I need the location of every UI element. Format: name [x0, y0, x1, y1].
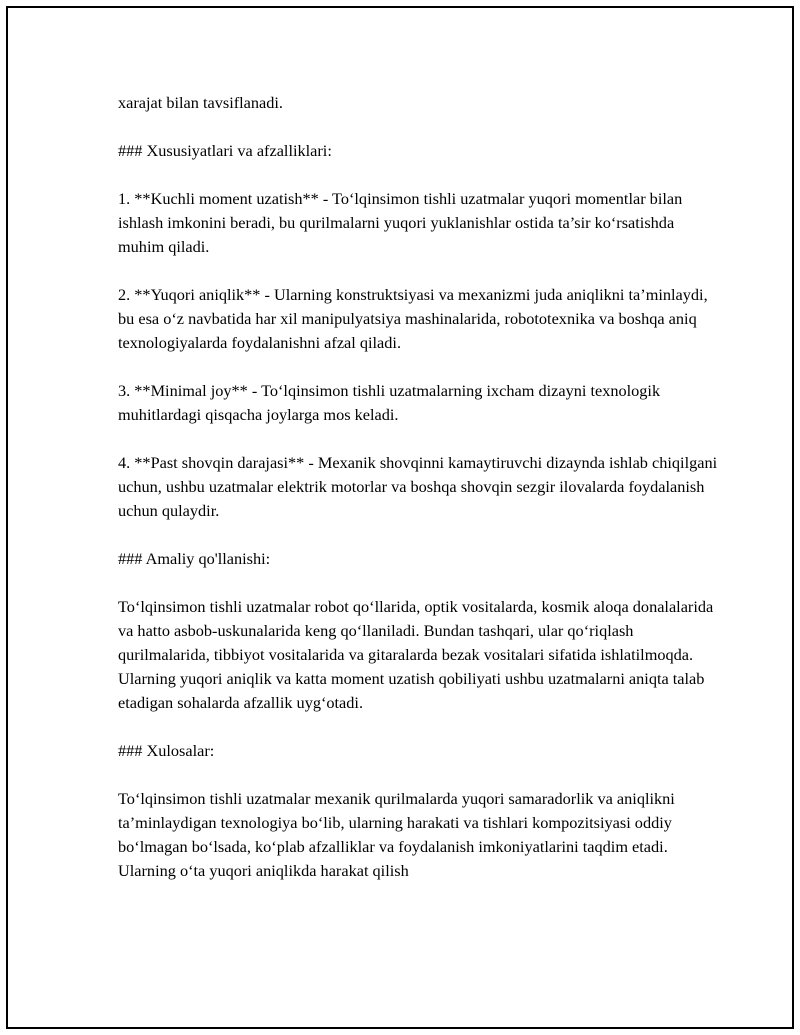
heading-features: ### Xususiyatlari va afzalliklari: [118, 141, 332, 160]
paragraph-feature-1: 1. **Kuchli moment uzatish** - To‘lqinsimon tishli uzatmalar yuqori momentlar bilan ishlash imkonini beradi, bu qurilmalarni yuqori yuklanishlar ostida ta’sir ko‘rsatishda muhim qiladi. [118, 189, 683, 256]
paragraph-conclusions: To‘lqinsimon tishli uzatmalar mexanik qurilmalarda yuqori samaradorlik va aniqlikni ta’minlaydigan texnologiya bo‘lib, ularning harakati va tishlari kompozitsiyasi oddiy bo‘lmagan bo‘lsada, ko‘plab afzalliklar va foydalanish imkoniyatlarini taqdim etadi. Ularning o‘ta yuqori aniqlikda harakat qilish [118, 789, 675, 880]
paragraph-intro-fragment: xarajat bilan tavsiflanadi. [118, 93, 284, 112]
paragraph-feature-3: 3. **Minimal joy** - To‘lqinsimon tishli uzatmalarning ixcham dizayni texnologik muhitlardagi qisqacha joylarga mos keladi. [118, 381, 661, 424]
paragraph-feature-2: 2. **Yuqori aniqlik** - Ularning konstruktsiyasi va mexanizmi juda aniqlikni ta’minlaydi, bu esa o‘z navbatida har xil manipulyatsiya mashinalarida, robototexnika va boshqa aniq texnologiyalarda foydalanishni afzal qiladi. [118, 285, 708, 352]
paragraph-applications: To‘lqinsimon tishli uzatmalar robot qo‘llarida, optik vositalarda, kosmik aloqa donalalarida va hatto asbob-uskunalarida keng qo‘llaniladi. Bundan tashqari, ular qo‘riqlash qurilmalarida, tibbiyot vositalarida va gitaralarda bezak vositalari sifatida ishlatilmoqda. Ularning yuqori aniqlik va katta moment uzatish qobiliyati ushbu uzatmalarni aniqta talab etadigan sohalarda afzallik uyg‘otadi. [118, 597, 714, 712]
document-body [118, 91, 718, 883]
heading-applications: ### Amaliy qo'llanishi: [118, 549, 271, 568]
heading-conclusions: ### Xulosalar: [118, 741, 215, 760]
paragraph-feature-4: 4. **Past shovqin darajasi** - Mexanik shovqinni kamaytiruvchi dizaynda ishlab chiqilgani uchun, ushbu uzatmalar elektrik motorlar va boshqa shovqin sezgir ilovalarda foydalanish uchun qulaydir. [118, 453, 718, 520]
